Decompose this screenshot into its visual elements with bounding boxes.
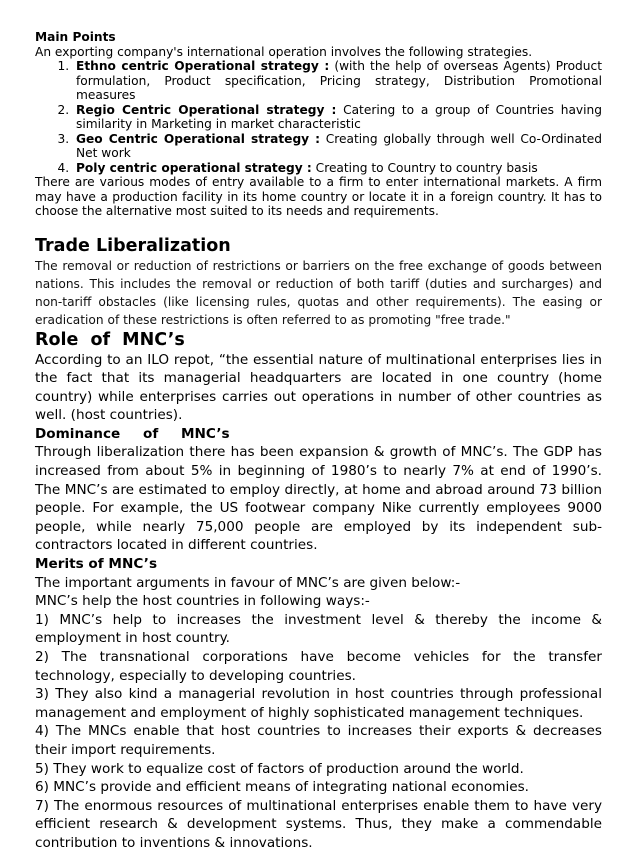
- strategy-item: [73, 59, 602, 103]
- trade-liberalization-section: [35, 236, 602, 329]
- main-points-intro: An exporting company's international operation involves the following strategies.: [35, 44, 533, 59]
- dominance-section: [35, 425, 602, 555]
- dominance-body: Through liberalization there has been expansion & growth of MNC’s. The GDP has increased from about 5% in beginning of 1980’s to nearly 7% at end of 1990’s. The MNC’s are estimated to employ directly, at home and abroad around 73 billion people. For example, the US footwear company Nike currently employees 9000 people, while nearly 75,000 people are employed by its independent sub-contractors located in different countries.: [35, 444, 602, 554]
- strategy-item: [73, 161, 602, 176]
- document-page: [35, 30, 602, 853]
- merits-section: [35, 555, 602, 853]
- merit-point: 4) The MNCs enable that host countries to increases their exports & decreases their import requirements.: [35, 723, 602, 758]
- merit-point: 1) MNC’s help to increases the investment level & thereby the income & employment in host country.: [35, 611, 602, 647]
- merit-point: 3) They also kind a managerial revolution in host countries through professional management and employment of highly sophisticated management techniques.: [35, 686, 602, 721]
- strategy-item: [73, 103, 602, 132]
- merit-point: 7) The enormous resources of multinational enterprises enable them to have very efficient research & development systems. Thus, they make a commendable contribution to inventions & innovations.: [35, 797, 602, 851]
- trade-liberalization-body: The removal or reduction of restrictions or barriers on the free exchange of goods between nations. This includes the removal or reduction of both tariff (duties and surcharges) and non-tariff obstacles (like licensing rules, quotas and other requirements). The easing or eradication of these restrictions is often referred to as promoting "free trade.": [35, 258, 602, 327]
- merit-point: 6) MNC’s provide and efficient means of integrating national economies.: [35, 779, 530, 796]
- role-of-mnc-section: [35, 330, 602, 425]
- merit-point: 5) They work to equalize cost of factors of production around the world.: [35, 760, 524, 777]
- main-points-section: [35, 30, 602, 219]
- strategy-title: Geo Centric Operational strategy :: [76, 131, 321, 146]
- strategy-desc: Creating globally through well Co-Ordinated Net work: [76, 131, 602, 160]
- strategy-list: [35, 59, 602, 175]
- strategy-desc: Catering to a group of Countries having similarity in Marketing in market characteristic: [76, 102, 602, 131]
- merits-intro: The important arguments in favour of MNC’s are given below:-: [35, 574, 461, 591]
- dominance-heading: Dominance of MNC’s: [35, 425, 230, 442]
- main-points-heading: Main Points: [35, 30, 116, 44]
- strategy-title: Poly centric operational strategy :: [76, 160, 312, 175]
- strategy-item: [73, 132, 602, 161]
- trade-liberalization-heading: Trade Liberalization: [35, 235, 231, 256]
- merits-heading: Merits of MNC’s: [35, 556, 158, 573]
- strategy-title: Ethno centric Operational strategy :: [76, 59, 330, 73]
- role-of-mnc-body: According to an ILO repot, “the essential nature of multinational enterprises lies in the fact that its managerial headquarters are located in one country (home country) while enterprises carries out operations in number of other countries as well. (host countries).: [35, 351, 602, 424]
- strategy-desc: Creating to Country to country basis: [311, 160, 538, 175]
- modes-of-entry-paragraph: There are various modes of entry available to a firm to enter international markets. A firm may have a production facility in its home country or locate it in a foreign country. It has to choose the alternative most suited to its needs and requirements.: [35, 175, 602, 218]
- strategy-desc: (with the help of overseas Agents) Product formulation, Product specification, Pricing strategy, Distribution Promotional measures: [76, 59, 602, 102]
- strategy-title: Regio Centric Operational strategy :: [76, 102, 337, 117]
- merit-point: 2) The transnational corporations have become vehicles for the transfer technology, especially to developing countries.: [35, 649, 602, 684]
- merits-intro-host: MNC’s help the host countries in following ways:-: [35, 593, 370, 610]
- role-of-mnc-heading: Role of MNC’s: [35, 329, 185, 350]
